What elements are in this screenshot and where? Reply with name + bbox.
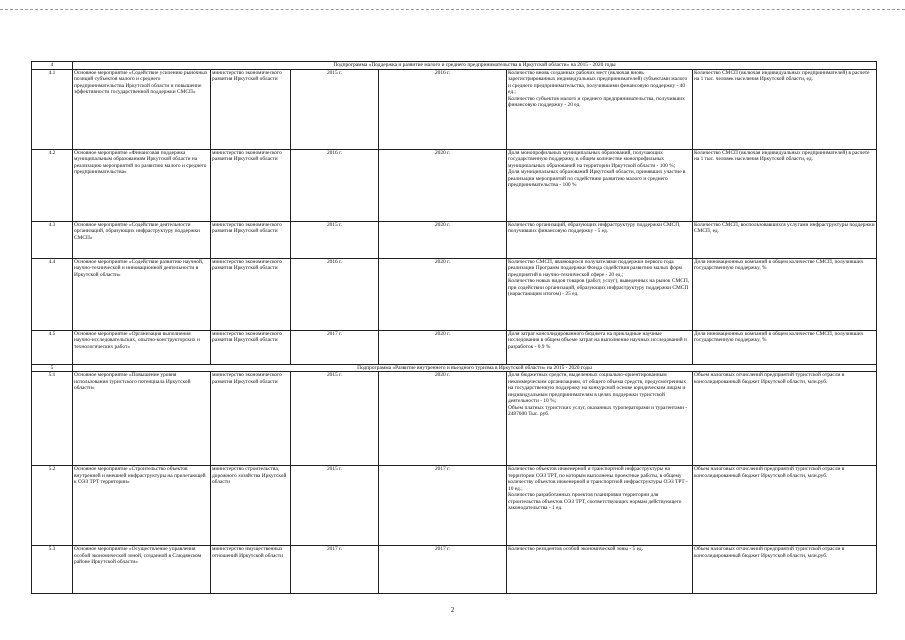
end-year-cell: 2020 г. [379, 330, 507, 364]
table-row [32, 546, 877, 594]
result-line: Количество вновь созданных рабочих мест (включая вновь зарегистрированных индивидуальных предпринимателей) субъектами малого и среднего предпринимательства, получившими финансовую поддержку - 40 ед.; [508, 69, 688, 95]
result-line: Количество новых видов товаров (работ, услуг), выведенных на рынок СМСП, при содействии организаций, образующих инфраструктуру поддержки СМСП (нарастающим итогом) - 25 ед. [508, 278, 690, 297]
end-year-cell: 2020 г. [379, 372, 507, 466]
executor-cell: министерство экономического развития Иркутской области [211, 221, 291, 258]
results-cell [507, 330, 693, 364]
result-line: Количество организаций, образующих инфраструктуру поддержки СМСП, получивших финансовую поддержку - 5 ед. [508, 221, 681, 234]
start-year-cell: 2017 г. [291, 546, 379, 594]
indicator-cell: Количество СМСП, воспользовавшихся услугами инфраструктуры поддержки СМСП, ед. [693, 221, 877, 258]
end-year-cell: 2020 г. [379, 221, 507, 258]
section-row [32, 62, 877, 70]
start-year-cell: 2015 г. [291, 466, 379, 546]
scan-artifact-line [0, 9, 905, 11]
table-row [32, 372, 877, 466]
end-year-cell: 2017 г. [379, 546, 507, 594]
indicator-cell: Доля инновационных компаний в общем количестве СМСП, получивших государственную поддержку, % [693, 330, 877, 364]
row-number: 4.5 [32, 330, 73, 364]
table-row [32, 149, 877, 221]
program-table [31, 61, 877, 594]
executor-cell: министерство имущественных отношений Иркутской области [211, 546, 291, 594]
row-number: 5.3 [32, 546, 73, 594]
executor-cell: министерство экономического развития Иркутской области [211, 69, 291, 149]
start-year-cell: 2017 г. [291, 330, 379, 364]
row-number: 4.2 [32, 149, 73, 221]
result-line: Доля бюджетных средств, выделенных социально-ориентированным некоммерческим организациям, от общего объема средств, предусмотренных на государственную поддержку на конкурсной основе юридическим лицам и индивидуальным предпринимателям в целях поддержки туристской деятельности - 10 %; [508, 372, 687, 404]
table-row [32, 221, 877, 258]
executor-cell: министерство экономического развития Иркутской области [211, 149, 291, 221]
results-cell [507, 546, 693, 594]
row-number: 4.4 [32, 258, 73, 330]
executor-cell: министерство экономического развития Иркутской области [211, 372, 291, 466]
results-cell [507, 221, 693, 258]
section-row [32, 364, 877, 372]
executor-cell: министерство экономического развития Иркутской области [211, 258, 291, 330]
page-number: 2 [450, 606, 455, 614]
result-line: Объем платных туристских услуг, оказанных туроператорами и турагентами - 2487600 Тыс. руб. [508, 404, 688, 417]
indicator-cell: Объем налоговых отчислений предприятий туристской отрасли в консолидированный бюджет Иркутской области, млн.руб. [693, 466, 877, 546]
end-year-cell: 2017 г. [379, 466, 507, 546]
section-title: Подпрограмма «Развитие внутреннего и въездного туризма в Иркутской области» на 2015 - 2020 годы [73, 364, 877, 372]
row-number: 5.1 [32, 372, 73, 466]
table-body [32, 62, 877, 594]
end-year-cell: 2020 г. [379, 258, 507, 330]
table-row [32, 466, 877, 546]
result-line: Количество субъектов малого и среднего предпринимательства, получивших финансовую поддержку - 20 ед. [508, 95, 685, 108]
start-year-cell: 2015 г. [291, 372, 379, 466]
start-year-cell: 2016 г. [291, 258, 379, 330]
activity-cell: Основное мероприятие «Строительство объектов внутренней и внешней инфраструктуры на прилегающей к ОЭЗ ТРТ территории» [73, 466, 211, 546]
executor-cell: министерство экономического развития Иркутской области [211, 330, 291, 364]
activity-cell: Основное мероприятие «Финансовая поддержка муниципальным образованиям Иркутской области на реализацию мероприятий по развитию малого и среднего предпринимательства» [73, 149, 211, 221]
indicator-cell: Количество СМСП (включая индивидуальных предпринимателей) в расчете на 1 тыс. человек населения Иркутской области, ед. [693, 69, 877, 149]
indicator-cell: Объем налоговых отчислений предприятий туристской отрасли в консолидированный бюджет Иркутской области, млн.руб. [693, 372, 877, 466]
result-line: Доля монопрофильных муниципальных образований, получающих государственную поддержку, в общем количестве монопрофильных муниципальных образований на территории Иркутской области - 100 %; [508, 149, 676, 169]
indicator-cell: Доля инновационных компаний в общем количестве СМСП, получивших государственную поддержку, % [693, 258, 877, 330]
row-number: 4.1 [32, 69, 73, 149]
indicator-cell: Количество СМСП (включая индивидуальных предпринимателей) в расчете на 1 тыс. человек населения Иркутской области, ед. [693, 149, 877, 221]
activity-cell: Основное мероприятие «Содействие усилению рыночных позиций субъектов малого и среднего предпринимательства Иркутской области и повышение эффективности государственной поддержки СМСП» [73, 69, 211, 149]
start-year-cell: 2015 г. [291, 221, 379, 258]
executor-cell: министерство строительства, дорожного хозяйства Иркутской области [211, 466, 291, 546]
table-row [32, 330, 877, 364]
table-row [32, 258, 877, 330]
results-cell [507, 466, 693, 546]
result-line: Доля муниципальных образований Иркутской области, принявших участие в реализации мероприятий по содействию развитию малого и среднего предпринимательства - 100 % [508, 169, 686, 188]
result-line: Доля затрат консолидированного бюджета на прикладные научные исследования в общем объеме затрат на выполнение научных исследований и разработок - 0.9 % [508, 330, 687, 350]
section-title: Подпрограмма «Поддержка и развитие малого и среднего предпринимательства в Иркутской области» на 2015 - 2020 годы [73, 62, 877, 70]
results-cell [507, 149, 693, 221]
start-year-cell: 2016 г. [291, 149, 379, 221]
activity-cell: Основное мероприятие «Осуществление управления особой экономической зоной, созданной в Слюдянском районе Иркутской области» [73, 546, 211, 594]
activity-cell: Основное мероприятие «Содействие деятельности организаций, образующих инфраструктуру поддержки СМСП» [73, 221, 211, 258]
start-year-cell: 2015 г. [291, 69, 379, 149]
results-cell [507, 69, 693, 149]
table-row [32, 69, 877, 149]
activity-cell: Основное мероприятие «Повышение уровня использования туристского потенциала Иркутской области» [73, 372, 211, 466]
indicator-cell: Объем налоговых отчислений предприятий туристской отрасли в консолидированный бюджет Иркутской области, млн.руб. [693, 546, 877, 594]
activity-cell: Основное мероприятие «Организация выполнения научно-исследовательских, опытно-конструкторских и технологических работ» [73, 330, 211, 364]
result-line: Количество СМСП, являющихся получателями поддержки первого года реализации Программ поддержки Фонда содействия развитию малых форм предприятий в научно-технической сфере - 20 ед.; [508, 258, 682, 278]
row-number: 4.3 [32, 221, 73, 258]
results-cell [507, 372, 693, 466]
result-line: Количество разработанных проектов планировки территории для строительства объектов ОЭЗ ТРТ, соответствующих нормам действующего законодательства - 1 ед. [508, 492, 682, 511]
section-number: 5 [32, 364, 73, 372]
end-year-cell: 2016 г. [379, 69, 507, 149]
results-cell [507, 258, 693, 330]
result-line: Количество резидентов особой экономической зоны - 5 ед. [508, 546, 643, 552]
end-year-cell: 2020 г. [379, 149, 507, 221]
section-number: 4 [32, 62, 73, 70]
row-number: 5.2 [32, 466, 73, 546]
activity-cell: Основное мероприятие «Содействие развитию научной, научно-технической и инновационной деятельности в Иркутской области» [73, 258, 211, 330]
result-line: Количество объектов инженерной и транспортной инфраструктуры на территории ОЭЗ ТРТ, по которым выполнены проектные работы, в общему количеству объектов инженерной и транспортной инфраструктуры ОЭЗ ТРТ - 10 ед.; [508, 466, 688, 492]
